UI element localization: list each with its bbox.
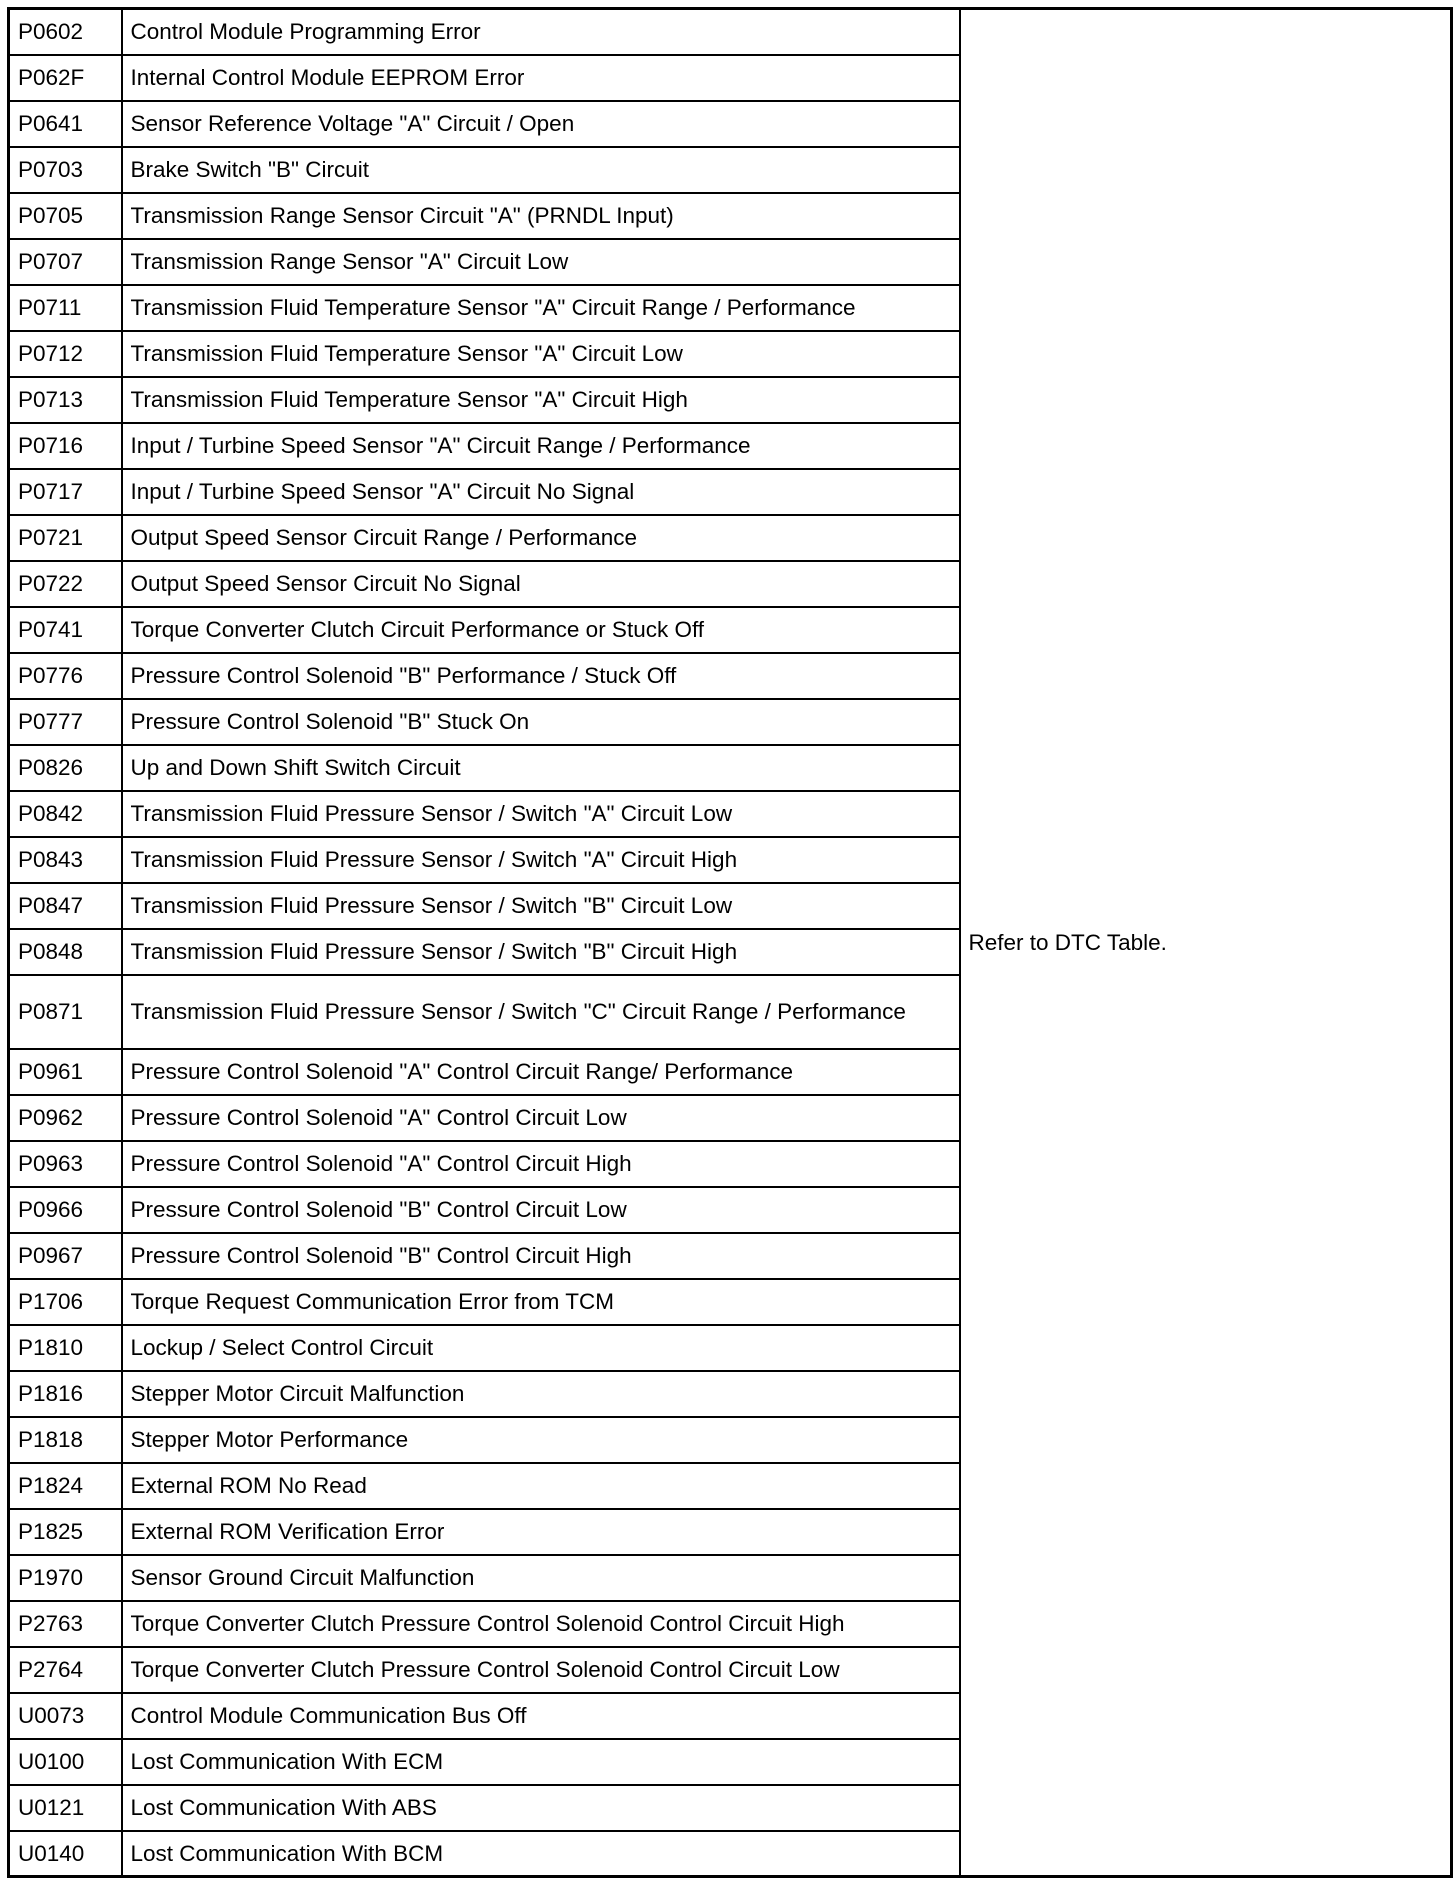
dtc-description: Transmission Fluid Temperature Sensor "A" Circuit High [122, 377, 960, 423]
dtc-code: P2764 [9, 1647, 122, 1693]
dtc-code: P0716 [9, 423, 122, 469]
dtc-code: P062F [9, 55, 122, 101]
dtc-description: Pressure Control Solenoid "B" Control Circuit High [122, 1233, 960, 1279]
dtc-description: Up and Down Shift Switch Circuit [122, 745, 960, 791]
dtc-code: P1816 [9, 1371, 122, 1417]
dtc-action: Refer to DTC Table. [960, 9, 1452, 1877]
dtc-code: P1706 [9, 1279, 122, 1325]
dtc-code: P2763 [9, 1601, 122, 1647]
dtc-code: P0703 [9, 147, 122, 193]
dtc-code: P0843 [9, 837, 122, 883]
dtc-description: Stepper Motor Performance [122, 1417, 960, 1463]
dtc-code: P0705 [9, 193, 122, 239]
dtc-code: P0777 [9, 699, 122, 745]
dtc-code: P0712 [9, 331, 122, 377]
dtc-code: P0826 [9, 745, 122, 791]
dtc-code: U0140 [9, 1831, 122, 1877]
dtc-description: Pressure Control Solenoid "A" Control Circuit High [122, 1141, 960, 1187]
dtc-description: Control Module Programming Error [122, 9, 960, 55]
dtc-description: Pressure Control Solenoid "B" Stuck On [122, 699, 960, 745]
dtc-code: P0711 [9, 285, 122, 331]
dtc-table [7, 7, 1453, 1878]
dtc-description: Transmission Range Sensor "A" Circuit Low [122, 239, 960, 285]
dtc-code: P1824 [9, 1463, 122, 1509]
dtc-description: Stepper Motor Circuit Malfunction [122, 1371, 960, 1417]
dtc-description: Control Module Communication Bus Off [122, 1693, 960, 1739]
dtc-code: U0100 [9, 1739, 122, 1785]
dtc-description: Sensor Reference Voltage "A" Circuit / Open [122, 101, 960, 147]
dtc-description: Transmission Fluid Temperature Sensor "A" Circuit Low [122, 331, 960, 377]
dtc-description: Sensor Ground Circuit Malfunction [122, 1555, 960, 1601]
dtc-code: P0961 [9, 1049, 122, 1095]
dtc-code: P0776 [9, 653, 122, 699]
dtc-code: P0717 [9, 469, 122, 515]
dtc-description: Transmission Fluid Pressure Sensor / Switch "B" Circuit High [122, 929, 960, 975]
dtc-code: P0641 [9, 101, 122, 147]
dtc-description: Pressure Control Solenoid "B" Performance / Stuck Off [122, 653, 960, 699]
dtc-table-sheet [7, 7, 1450, 1866]
dtc-description: Transmission Fluid Pressure Sensor / Switch "A" Circuit Low [122, 791, 960, 837]
dtc-description: Brake Switch "B" Circuit [122, 147, 960, 193]
dtc-code: P0966 [9, 1187, 122, 1233]
dtc-code: P1970 [9, 1555, 122, 1601]
dtc-code: P0962 [9, 1095, 122, 1141]
dtc-description: Pressure Control Solenoid "B" Control Circuit Low [122, 1187, 960, 1233]
dtc-description: External ROM Verification Error [122, 1509, 960, 1555]
dtc-code: P0842 [9, 791, 122, 837]
dtc-code: P0602 [9, 9, 122, 55]
dtc-description: Pressure Control Solenoid "A" Control Circuit Low [122, 1095, 960, 1141]
dtc-description: Input / Turbine Speed Sensor "A" Circuit No Signal [122, 469, 960, 515]
dtc-code: P0722 [9, 561, 122, 607]
dtc-description: Torque Converter Clutch Pressure Control Solenoid Control Circuit Low [122, 1647, 960, 1693]
dtc-code: U0121 [9, 1785, 122, 1831]
dtc-code: P0847 [9, 883, 122, 929]
table-row [9, 9, 1452, 55]
dtc-description: Lockup / Select Control Circuit [122, 1325, 960, 1371]
dtc-description: External ROM No Read [122, 1463, 960, 1509]
dtc-code: P1810 [9, 1325, 122, 1371]
dtc-code: U0073 [9, 1693, 122, 1739]
dtc-description: Lost Communication With BCM [122, 1831, 960, 1877]
dtc-code: P1825 [9, 1509, 122, 1555]
dtc-code: P0871 [9, 975, 122, 1049]
dtc-description: Pressure Control Solenoid "A" Control Circuit Range/ Performance [122, 1049, 960, 1095]
dtc-description: Transmission Fluid Temperature Sensor "A" Circuit Range / Performance [122, 285, 960, 331]
dtc-description: Torque Converter Clutch Circuit Performance or Stuck Off [122, 607, 960, 653]
dtc-code: P0963 [9, 1141, 122, 1187]
dtc-code: P0967 [9, 1233, 122, 1279]
dtc-description: Output Speed Sensor Circuit Range / Performance [122, 515, 960, 561]
dtc-code: P0713 [9, 377, 122, 423]
dtc-table-body [9, 9, 1452, 1877]
dtc-description: Input / Turbine Speed Sensor "A" Circuit Range / Performance [122, 423, 960, 469]
dtc-description: Torque Request Communication Error from TCM [122, 1279, 960, 1325]
dtc-code: P0707 [9, 239, 122, 285]
dtc-code: P0848 [9, 929, 122, 975]
dtc-description: Lost Communication With ABS [122, 1785, 960, 1831]
dtc-description: Transmission Fluid Pressure Sensor / Switch "C" Circuit Range / Performance [122, 975, 960, 1049]
dtc-description: Internal Control Module EEPROM Error [122, 55, 960, 101]
dtc-description: Lost Communication With ECM [122, 1739, 960, 1785]
dtc-code: P1818 [9, 1417, 122, 1463]
dtc-description: Transmission Fluid Pressure Sensor / Switch "B" Circuit Low [122, 883, 960, 929]
dtc-description: Torque Converter Clutch Pressure Control Solenoid Control Circuit High [122, 1601, 960, 1647]
dtc-description: Output Speed Sensor Circuit No Signal [122, 561, 960, 607]
dtc-code: P0741 [9, 607, 122, 653]
dtc-description: Transmission Fluid Pressure Sensor / Switch "A" Circuit High [122, 837, 960, 883]
dtc-code: P0721 [9, 515, 122, 561]
dtc-description: Transmission Range Sensor Circuit "A" (PRNDL Input) [122, 193, 960, 239]
